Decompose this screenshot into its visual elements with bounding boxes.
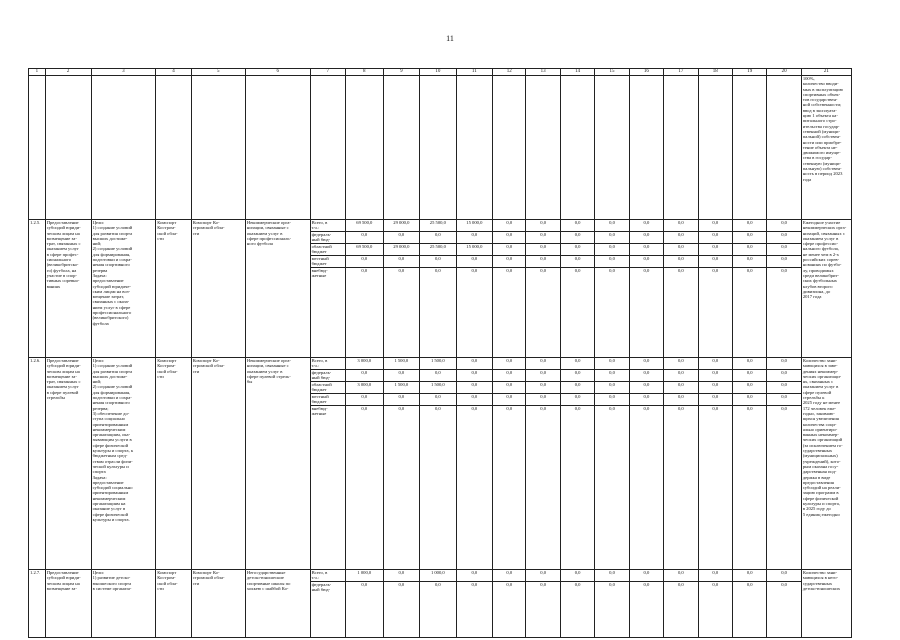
funding-value: 25 500,0 xyxy=(420,220,456,232)
funding-value: 0,0 xyxy=(493,370,525,382)
funding-value: 0,0 xyxy=(471,582,478,587)
column-header: 11 xyxy=(456,69,493,76)
funding-value: 0,0 xyxy=(420,394,456,406)
year-values xyxy=(664,358,698,570)
funding-source-label: Всего, в т.ч.: xyxy=(311,358,345,370)
funding-value: 0,0 xyxy=(733,382,766,394)
funding-value: 0,0 xyxy=(526,394,559,406)
funding-value: 0,0 xyxy=(346,370,383,382)
funding-value: 0,0 xyxy=(595,394,628,406)
funding-value: 0,0 xyxy=(506,406,513,411)
funding-value: 0,0 xyxy=(384,370,420,382)
funding-value: 0,0 xyxy=(699,220,732,232)
row-number: 1.2.7. xyxy=(29,570,46,638)
funding-value: 0,0 xyxy=(398,582,405,587)
funding-value: 0,0 xyxy=(677,268,684,273)
funding-value: 0,0 xyxy=(493,244,525,256)
funding-value: 0,0 xyxy=(699,358,732,370)
funding-sources xyxy=(310,570,345,638)
funding-value: 0,0 xyxy=(699,232,732,244)
activity-name: Предоставление субсидий юриди- ческим лицам на возмещение за- трат, связанных с оказанием услуг в сфере профес- сионального (великобритско- го) футбола, на участие в спор- тивных соревно- ваниях xyxy=(45,220,91,358)
year-values xyxy=(595,220,629,358)
funding-sources xyxy=(310,220,345,358)
funding-value: 3 000,0 xyxy=(346,358,383,370)
funding-value: 1 000,0 xyxy=(346,570,383,582)
funding-value: 0,0 xyxy=(595,370,628,382)
funding-value: 0,0 xyxy=(540,268,547,273)
funding-value: 0,0 xyxy=(434,582,441,587)
coexecutor: Комспорт Ко- стромской обла- сти xyxy=(191,358,245,570)
funding-value: 0,0 xyxy=(733,394,766,406)
funding-value: 0,0 xyxy=(664,232,697,244)
funding-value: 0,0 xyxy=(733,232,766,244)
funding-value: 0,0 xyxy=(420,232,456,244)
expected-result: Ежегодное участие некоммерческих орга- низаций, связанных с оказанием услуг в сфере профессио- нального футбола, не менее чем в 2-х российских сорев- нованиях по футбо- лу, проводимых среди великобрит- ских футбольных клубов второго дивизиона, до 2017 года xyxy=(801,220,851,358)
funding-value: 0,0 xyxy=(595,570,628,582)
funding-value: 0,0 xyxy=(630,220,663,232)
recipient: Негосударственные детско-юношеские спортивные школы по хоккею с шайбой Ко- xyxy=(245,570,310,638)
funding-value: 0,0 xyxy=(493,256,525,268)
funding-value: 0,0 xyxy=(664,220,697,232)
funding-value: 0,0 xyxy=(346,394,383,406)
funding-value: 3 000,0 xyxy=(346,382,383,394)
funding-source-label: внебюд- жетные xyxy=(311,268,328,279)
funding-value: 0,0 xyxy=(561,570,594,582)
funding-value: 0,0 xyxy=(561,394,594,406)
funding-value: 0,0 xyxy=(361,582,368,587)
year-values xyxy=(456,220,493,358)
funding-sources xyxy=(310,358,345,570)
goals-tasks: Цели: 1) развитие детско- юношеского спорта в системе организа- xyxy=(91,570,156,638)
funding-value: 0,0 xyxy=(493,382,525,394)
funding-value: 0,0 xyxy=(781,582,787,587)
funding-value: 0,0 xyxy=(595,358,628,370)
funding-value: 0,0 xyxy=(457,370,493,382)
funding-value: 0,0 xyxy=(420,256,456,268)
year-values xyxy=(420,358,457,570)
column-header: 4 xyxy=(156,69,191,76)
column-header: 7 xyxy=(310,69,345,76)
funding-value: 0,0 xyxy=(493,220,525,232)
column-header: 2 xyxy=(45,69,91,76)
funding-value: 0,0 xyxy=(346,232,383,244)
funding-value: 0,0 xyxy=(384,232,420,244)
funding-value: 0,0 xyxy=(561,220,594,232)
funding-value: 0,0 xyxy=(526,358,559,370)
funding-value: 0,0 xyxy=(457,394,493,406)
funding-value: 0,0 xyxy=(767,394,800,406)
funding-value: 0,0 xyxy=(767,256,800,268)
funding-value: 0,0 xyxy=(677,406,684,411)
funding-value: 0,0 xyxy=(767,232,800,244)
funding-value: 1 500,0 xyxy=(420,358,456,370)
funding-value: 0,0 xyxy=(506,582,513,587)
funding-value: 0,0 xyxy=(361,268,368,273)
year-values xyxy=(526,358,560,570)
column-header: 18 xyxy=(698,69,732,76)
funding-value: 0,0 xyxy=(712,268,719,273)
funding-value: 0,0 xyxy=(346,256,383,268)
funding-value: 29 000,0 xyxy=(384,220,420,232)
funding-value: 0,0 xyxy=(664,382,697,394)
funding-value: 0,0 xyxy=(643,582,650,587)
table-row xyxy=(29,358,852,570)
funding-value: 0,0 xyxy=(540,582,547,587)
funding-value: 0,0 xyxy=(664,570,697,582)
table-row-continuation xyxy=(29,76,852,220)
activity-name: Предоставление субсидий юриди- ческим лицам на возмещение за- трат, связанных с оказанием услуг в сфере пулевой стрельбы xyxy=(45,358,91,570)
funding-value: 0,0 xyxy=(595,220,628,232)
year-values xyxy=(560,220,594,358)
year-values xyxy=(456,570,493,638)
expected-result: Количество зани- мающихся в него- сударственных детско-юношеских xyxy=(801,570,851,638)
funding-value: 0,0 xyxy=(493,394,525,406)
funding-source-label: местный бюджет xyxy=(311,394,345,406)
funding-value: 0,0 xyxy=(699,256,732,268)
funding-value: 0,0 xyxy=(457,358,493,370)
funding-value: 0,0 xyxy=(767,244,800,256)
funding-value: 0,0 xyxy=(471,268,478,273)
year-values xyxy=(767,570,801,638)
year-values xyxy=(526,570,560,638)
funding-value: 0,0 xyxy=(699,394,732,406)
funding-value: 0,0 xyxy=(712,406,719,411)
funding-value: 1 500,0 xyxy=(384,382,420,394)
funding-value: 0,0 xyxy=(526,232,559,244)
table-row xyxy=(29,570,852,638)
funding-source-label: областной бюджет xyxy=(311,382,345,394)
funding-value: 1 500,0 xyxy=(420,382,456,394)
funding-source-label: областной бюджет xyxy=(311,244,345,256)
funding-value: 0,0 xyxy=(540,406,547,411)
funding-value: 0,0 xyxy=(457,232,493,244)
funding-value: 0,0 xyxy=(471,406,478,411)
year-values xyxy=(629,358,663,570)
funding-value: 0,0 xyxy=(643,406,650,411)
year-values xyxy=(698,220,732,358)
column-header: 5 xyxy=(191,69,245,76)
column-header: 13 xyxy=(526,69,560,76)
funding-value: 0,0 xyxy=(664,244,697,256)
funding-value: 0,0 xyxy=(609,582,615,587)
funding-value: 0,0 xyxy=(384,256,420,268)
funding-value: 0,0 xyxy=(767,570,800,582)
funding-value: 0,0 xyxy=(733,220,766,232)
funding-value: 25 500,0 xyxy=(420,244,456,256)
year-values xyxy=(595,570,629,638)
year-values xyxy=(493,358,526,570)
year-values xyxy=(767,220,801,358)
funding-value: 15 000,0 xyxy=(457,244,493,256)
column-header: 14 xyxy=(560,69,594,76)
year-values xyxy=(420,570,457,638)
goals-tasks: Цели: 1) создание условий для развития спорта высших достиже- ний; 2) создание условий для формирования, подготовки и сохра- нения спортивного резерва; 3) обеспечение до- ступа социально ориентированным некоммерческим организациям, ока- зывающим услуги в сфере физической культуры и спорта, к бюджетным сред- ствам отрасли физи- ческой культуры и спорта Задача: предоставление субсидий социально ориентированным некоммерческим организациям на оказание услуг в сфере физической культуры и спорта. xyxy=(91,358,156,570)
funding-value: 0,0 xyxy=(574,582,581,587)
funding-value: 0,0 xyxy=(781,268,787,273)
funding-value: 0,0 xyxy=(526,256,559,268)
funding-value: 0,0 xyxy=(561,358,594,370)
funding-value: 0,0 xyxy=(526,570,559,582)
year-values xyxy=(698,570,732,638)
year-values xyxy=(420,220,457,358)
funding-value: 0,0 xyxy=(526,220,559,232)
funding-value: 0,0 xyxy=(630,394,663,406)
funding-source-label: внебюд- жетные xyxy=(311,406,328,417)
funding-value: 0,0 xyxy=(712,582,719,587)
goals-tasks: Цели: 1) создание условий для развития спорта высших достиже- ний; 2) создание условий для формирования, подготовки и сохра- нения спортивного резерва Задача: предоставление субсидий юридиче- ским лицам на воз- мещение затрат, связанных с оказа- нием услуг в сфере профессионального (великобритского) футбола xyxy=(91,220,156,358)
funding-value: 0,0 xyxy=(630,244,663,256)
funding-value: 0,0 xyxy=(506,268,513,273)
funding-value: 0,0 xyxy=(561,370,594,382)
column-header: 6 xyxy=(245,69,310,76)
year-values xyxy=(526,220,560,358)
funding-value: 1 000,0 xyxy=(420,570,456,582)
funding-value: 0,0 xyxy=(733,370,766,382)
funding-value: 0,0 xyxy=(699,370,732,382)
executor: Комспорт Костром- ской обла- сти xyxy=(156,358,191,570)
year-values xyxy=(732,220,766,358)
year-values xyxy=(456,358,493,570)
funding-value: 0,0 xyxy=(398,268,405,273)
year-values xyxy=(493,570,526,638)
funding-value: 0,0 xyxy=(733,256,766,268)
funding-value: 0,0 xyxy=(699,382,732,394)
funding-value: 0,0 xyxy=(781,406,787,411)
funding-value: 0,0 xyxy=(574,406,581,411)
column-header: 20 xyxy=(767,69,801,76)
funding-value: 29 000,0 xyxy=(384,244,420,256)
funding-value: 0,0 xyxy=(630,256,663,268)
expected-result: Количество зани- мающихся в заве- дениях некоммер- ческих организаци- ях, связанных с оказанием услуг в сфере пулевой стрельбы к 2025 году не менее 172 человек еже- годно, занимаю- щихся увеличения количества соци- ально ориентиро- ванных некоммер- ческих организаций (за исключением го- сударственных (муниципальных) учреждений), кото- рым оказана госу- дарственная под- держка в виде предоставления субсидий на реали- зацию программ в сфере физической культуры и спорта, в 2025 году до 5 единиц ежегодно xyxy=(801,358,851,570)
funding-value: 0,0 xyxy=(493,570,525,582)
expected-result: 100%, количество вводи- мых в эксплуатацию спортивных объек- тов государствен- ной собственности; ввод в эксплуата- цию 1 объекта ка- питального стро- ительства государ- ственной (муници- пальной) собствен- ности или приобре- тение объекта не- движимого имуще- ства в государ- ственную (муници- пальную) собствен- ность в период 2023 года xyxy=(801,76,851,220)
year-values xyxy=(698,358,732,570)
table-row xyxy=(29,220,852,358)
funding-value: 0,0 xyxy=(664,358,697,370)
funding-value: 0,0 xyxy=(699,244,732,256)
funding-value: 0,0 xyxy=(733,244,766,256)
funding-value: 0,0 xyxy=(434,406,441,411)
year-values xyxy=(664,220,698,358)
year-values xyxy=(493,220,526,358)
funding-value: 0,0 xyxy=(595,244,628,256)
row-number: 1.2.5. xyxy=(29,220,46,358)
funding-value: 0,0 xyxy=(595,382,628,394)
year-values xyxy=(767,358,801,570)
funding-value: 0,0 xyxy=(398,406,405,411)
program-activities-table xyxy=(28,68,852,638)
funding-value: 0,0 xyxy=(384,394,420,406)
funding-value: 0,0 xyxy=(561,232,594,244)
column-header: 3 xyxy=(91,69,156,76)
funding-source-label: Всего, в т.ч.: xyxy=(311,220,345,232)
funding-value: 0,0 xyxy=(526,370,559,382)
funding-value: 0,0 xyxy=(561,382,594,394)
year-values xyxy=(346,220,384,358)
funding-value: 69 500,0 xyxy=(346,220,383,232)
year-values xyxy=(629,220,663,358)
funding-value: 0,0 xyxy=(574,268,581,273)
column-header: 21 xyxy=(801,69,851,76)
funding-value: 0,0 xyxy=(434,268,441,273)
year-values xyxy=(383,358,420,570)
year-values xyxy=(383,570,420,638)
funding-value: 0,0 xyxy=(595,256,628,268)
funding-source-label: местный бюджет xyxy=(311,256,345,268)
funding-value: 0,0 xyxy=(699,570,732,582)
funding-value: 0,0 xyxy=(630,370,663,382)
column-header: 16 xyxy=(629,69,663,76)
funding-value: 69 500,0 xyxy=(346,244,383,256)
year-values xyxy=(595,358,629,570)
year-values xyxy=(560,570,594,638)
year-values xyxy=(732,358,766,570)
column-header: 8 xyxy=(346,69,384,76)
funding-value: 0,0 xyxy=(630,358,663,370)
funding-source-label: федераль- ный бюд- xyxy=(311,232,345,244)
funding-value: 0,0 xyxy=(457,256,493,268)
funding-value: 0,0 xyxy=(526,244,559,256)
executor: Комспорт Костром- ской обла- сти xyxy=(156,220,191,358)
year-values xyxy=(346,358,384,570)
funding-value: 0,0 xyxy=(664,370,697,382)
coexecutor: Комспорт Ко- стромской обла- сти xyxy=(191,570,245,638)
funding-value: 0,0 xyxy=(457,382,493,394)
year-values xyxy=(732,570,766,638)
activity-name: Предоставление субсидий юриди- ческим лицам на возмещение за- xyxy=(45,570,91,638)
funding-value: 0,0 xyxy=(767,382,800,394)
funding-value: 0,0 xyxy=(733,570,766,582)
row-number: 1.2.6. xyxy=(29,358,46,570)
funding-value: 0,0 xyxy=(493,232,525,244)
funding-value: 0,0 xyxy=(561,256,594,268)
coexecutor: Комспорт Ко- стромской обла- сти xyxy=(191,220,245,358)
funding-value: 0,0 xyxy=(609,268,615,273)
funding-value: 0,0 xyxy=(746,582,753,587)
year-values xyxy=(560,358,594,570)
header-row xyxy=(29,69,852,76)
funding-value: 0,0 xyxy=(767,370,800,382)
funding-value: 0,0 xyxy=(733,358,766,370)
column-header: 19 xyxy=(732,69,766,76)
funding-value: 0,0 xyxy=(630,232,663,244)
executor: Комспорт Костром- ской обла- сти xyxy=(156,570,191,638)
funding-value: 0,0 xyxy=(664,256,697,268)
funding-value: 0,0 xyxy=(746,406,753,411)
recipient: Некоммерческие орга- низации, связанные с оказанием услуг в сфере пулевой стрель- бы xyxy=(245,358,310,570)
funding-value: 0,0 xyxy=(630,570,663,582)
funding-value: 0,0 xyxy=(664,394,697,406)
column-header: 10 xyxy=(420,69,457,76)
funding-value: 0,0 xyxy=(384,570,420,582)
funding-value: 0,0 xyxy=(457,570,493,582)
funding-value: 0,0 xyxy=(420,370,456,382)
year-values xyxy=(629,570,663,638)
column-header: 17 xyxy=(664,69,698,76)
funding-value: 0,0 xyxy=(361,406,368,411)
funding-value: 0,0 xyxy=(746,268,753,273)
funding-value: 0,0 xyxy=(609,406,615,411)
column-header: 12 xyxy=(493,69,526,76)
page-number: 11 xyxy=(446,34,454,43)
funding-value: 0,0 xyxy=(767,220,800,232)
funding-source-label: Всего, в т.ч.: xyxy=(311,570,345,582)
funding-value: 0,0 xyxy=(767,358,800,370)
year-values xyxy=(664,570,698,638)
column-header: 1 xyxy=(29,69,46,76)
column-header: 9 xyxy=(383,69,420,76)
funding-value: 1 500,0 xyxy=(384,358,420,370)
funding-value: 0,0 xyxy=(493,358,525,370)
funding-value: 0,0 xyxy=(561,244,594,256)
funding-value: 15 000,0 xyxy=(457,220,493,232)
funding-value: 0,0 xyxy=(677,582,684,587)
year-values xyxy=(383,220,420,358)
funding-source-label: федераль- ный бюд- xyxy=(311,370,345,382)
funding-value: 0,0 xyxy=(526,382,559,394)
funding-value: 0,0 xyxy=(595,232,628,244)
year-values xyxy=(346,570,384,638)
column-header: 15 xyxy=(595,69,629,76)
funding-source-label: федераль- ный бюд- xyxy=(311,582,332,593)
funding-value: 0,0 xyxy=(630,382,663,394)
recipient: Некоммерческие орга- низации, связанные с оказанием услуг в сфере профессиональ- ного футбола xyxy=(245,220,310,358)
funding-value: 0,0 xyxy=(643,268,650,273)
